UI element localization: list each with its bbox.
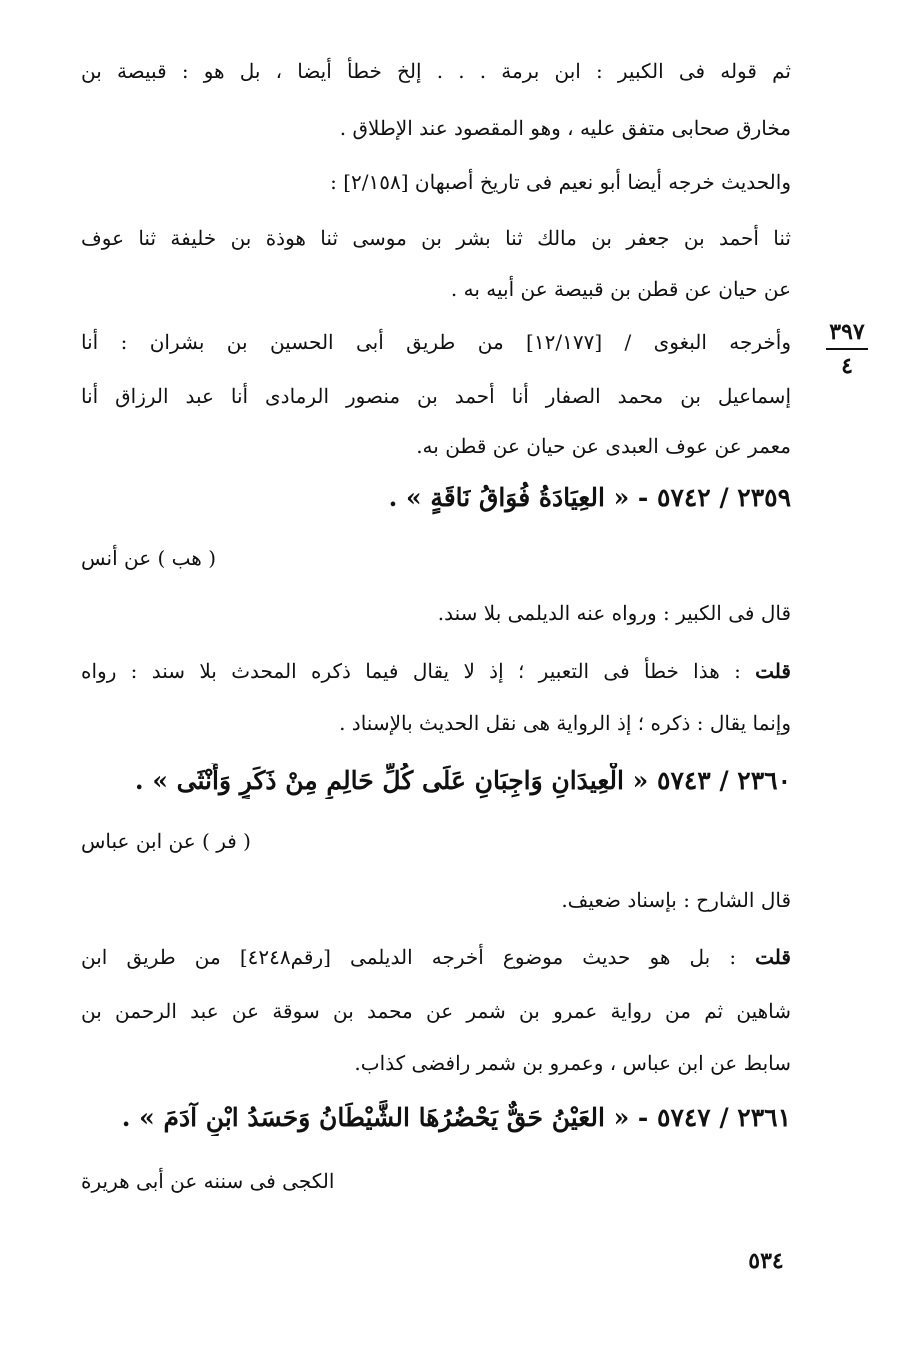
hadith-heading-2359: ٢٣٥٩ / ٥٧٤٢ - « العِيَادَةُ فُوَاقُ نَاقَةٍ » . [388, 483, 791, 512]
text-line-11: وإنما يقال : ذكره ؛ إذ الرواية هى نقل الحديث بالإسناد . [339, 711, 791, 735]
text-line-9: قال فى الكبير : ورواه عنه الديلمى بلا سند. [437, 601, 791, 625]
hadith-heading-2361: ٢٣٦١ / ٥٧٤٧ - « العَيْنُ حَقٌّ يَحْضُرُهَا الشَّيْطَانُ وَحَسَدُ ابْنِ آدَمَ » . [121, 1103, 791, 1132]
text-line-13-body: : بل هو حديث موضوع أخرجه الديلمى [رقم٤٢٤٨] من طريق ابن [81, 945, 756, 969]
hadith-source-2359: ( هب ) عن أنس [81, 546, 216, 570]
page-number: ٥٣٤ [748, 1248, 784, 1274]
text-line-13 [81, 942, 791, 972]
text-line-4: ثنا أحمد بن جعفر بن مالك ثنا بشر بن موسى ثنا هوذة بن خليفة ثنا عوف [81, 226, 791, 250]
margin-volume-page-reference [822, 318, 872, 380]
text-line-14: شاهين ثم من رواية عمرو بن شمر عن محمد بن سوقة عن عبد الرحمن بن [81, 999, 791, 1023]
text-line-2: مخارق صحابى متفق عليه ، وهو المقصود عند الإطلاق . [339, 116, 791, 140]
margin-volume-number: ٤ [841, 353, 853, 379]
margin-page-number: ٣٩٧ [829, 319, 865, 345]
text-line-6: وأخرجه البغوى / [١٢/١٧٧] من طريق أبى الحسين بن بشران : أنا [81, 330, 791, 354]
margin-divider [826, 348, 868, 350]
text-line-7: إسماعيل بن محمد الصفار أنا أحمد بن منصور الرمادى أنا عبد الرزاق أنا [81, 384, 791, 408]
text-line-1: ثم قوله فى الكبير : ابن برمة . . . إلخ خطأ أيضا ، بل هو : قبيصة بن [81, 59, 791, 83]
text-line-10-body: : هذا خطأ فى التعبير ؛ إذ لا يقال فيما ذكره المحدث بلا سند : رواه [81, 659, 756, 683]
text-line-15: سابط عن ابن عباس ، وعمرو بن شمر رافضى كذاب. [354, 1051, 791, 1075]
text-line-8: معمر عن عوف العبدى عن حيان عن قطن به. [416, 434, 791, 458]
hadith-source-2360: ( فر ) عن ابن عباس [81, 829, 251, 853]
text-line-3: والحديث خرجه أيضا أبو نعيم فى تاريخ أصبهان [٢/١٥٨] : [330, 170, 791, 194]
qultu-lead: قلت [755, 659, 791, 683]
hadith-heading-2360: ٢٣٦٠ / ٥٧٤٣ « الْعِيدَانِ وَاجِبَانِ عَلَى كُلِّ حَالِمٍ مِنْ ذَكَرٍ وَأُنْثَى » . [134, 766, 791, 795]
text-line-5: عن حيان عن قطن بن قبيصة عن أبيه به . [450, 277, 791, 301]
text-line-10 [81, 656, 791, 686]
text-line-12: قال الشارح : بإسناد ضعيف. [561, 888, 791, 912]
qultu-lead-2: قلت [755, 945, 791, 969]
hadith-source-2361: الكجى فى سننه عن أبى هريرة [81, 1169, 335, 1193]
